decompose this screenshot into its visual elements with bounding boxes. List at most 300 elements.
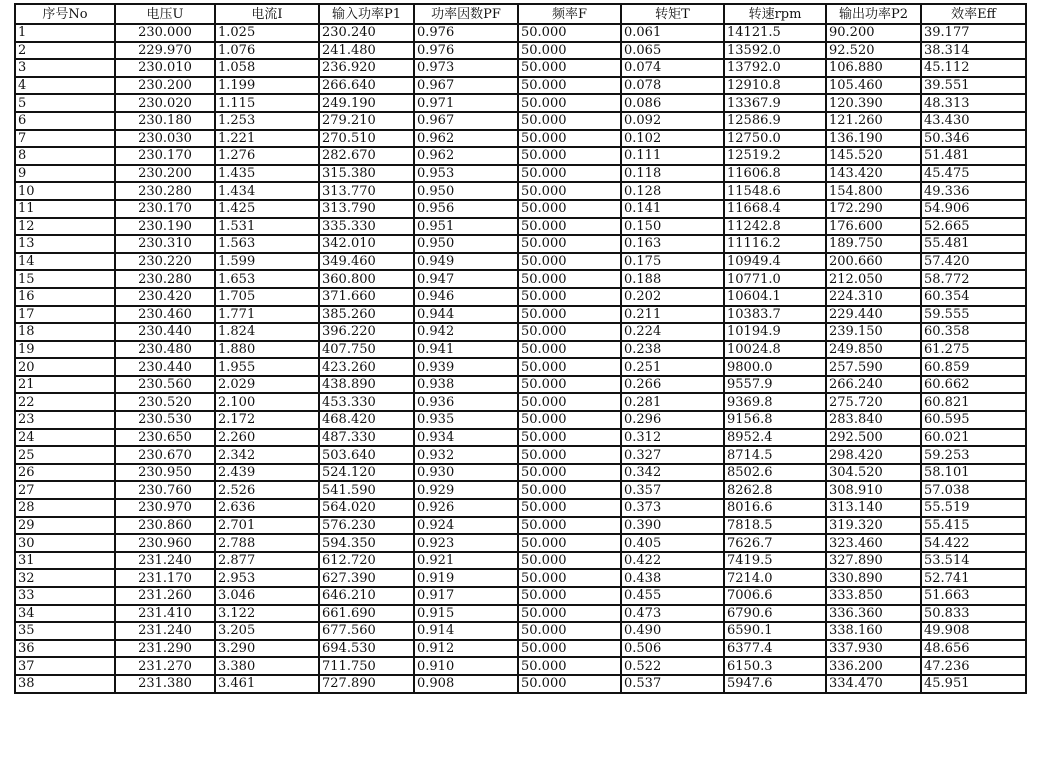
cell-frequency: 50.000	[518, 323, 621, 341]
cell-efficiency: 45.112	[921, 59, 1026, 77]
cell-no: 3	[15, 59, 115, 77]
cell-output-power: 275.720	[826, 393, 921, 411]
cell-no: 1	[15, 24, 115, 42]
cell-current: 1.199	[215, 77, 319, 95]
cell-input-power: 407.750	[319, 341, 414, 359]
cell-efficiency: 58.101	[921, 464, 1026, 482]
cell-no: 14	[15, 253, 115, 271]
cell-speed: 10949.4	[724, 253, 826, 271]
cell-speed: 10771.0	[724, 270, 826, 288]
cell-power-factor: 0.932	[414, 446, 518, 464]
table-row	[15, 323, 1026, 341]
cell-current: 1.705	[215, 288, 319, 306]
cell-voltage: 229.970	[115, 42, 215, 60]
cell-current: 1.955	[215, 358, 319, 376]
cell-no: 38	[15, 675, 115, 693]
cell-speed: 10383.7	[724, 306, 826, 324]
cell-output-power: 90.200	[826, 24, 921, 42]
cell-power-factor: 0.930	[414, 464, 518, 482]
cell-efficiency: 39.177	[921, 24, 1026, 42]
header-speed: 转速rpm	[724, 4, 826, 24]
table-row	[15, 376, 1026, 394]
cell-efficiency: 49.336	[921, 182, 1026, 200]
cell-output-power: 136.190	[826, 130, 921, 148]
cell-power-factor: 0.921	[414, 552, 518, 570]
cell-current: 1.880	[215, 341, 319, 359]
cell-frequency: 50.000	[518, 481, 621, 499]
cell-output-power: 336.360	[826, 605, 921, 623]
cell-power-factor: 0.951	[414, 218, 518, 236]
cell-power-factor: 0.929	[414, 481, 518, 499]
cell-voltage: 230.170	[115, 147, 215, 165]
cell-efficiency: 38.314	[921, 42, 1026, 60]
cell-output-power: 121.260	[826, 112, 921, 130]
cell-speed: 10604.1	[724, 288, 826, 306]
cell-no: 26	[15, 464, 115, 482]
cell-current: 1.434	[215, 182, 319, 200]
cell-current: 2.877	[215, 552, 319, 570]
cell-frequency: 50.000	[518, 147, 621, 165]
cell-power-factor: 0.976	[414, 42, 518, 60]
table-row	[15, 59, 1026, 77]
cell-efficiency: 50.833	[921, 605, 1026, 623]
cell-voltage: 231.410	[115, 605, 215, 623]
cell-output-power: 333.850	[826, 587, 921, 605]
cell-speed: 6150.3	[724, 657, 826, 675]
cell-power-factor: 0.941	[414, 341, 518, 359]
table-row	[15, 605, 1026, 623]
cell-no: 19	[15, 341, 115, 359]
cell-current: 1.025	[215, 24, 319, 42]
cell-voltage: 230.760	[115, 481, 215, 499]
cell-voltage: 230.200	[115, 165, 215, 183]
cell-power-factor: 0.914	[414, 622, 518, 640]
cell-torque: 0.086	[621, 94, 724, 112]
cell-voltage: 230.950	[115, 464, 215, 482]
cell-output-power: 92.520	[826, 42, 921, 60]
cell-voltage: 231.270	[115, 657, 215, 675]
table-row	[15, 306, 1026, 324]
cell-output-power: 334.470	[826, 675, 921, 693]
cell-torque: 0.202	[621, 288, 724, 306]
table-row	[15, 77, 1026, 95]
cell-power-factor: 0.949	[414, 253, 518, 271]
cell-frequency: 50.000	[518, 182, 621, 200]
cell-frequency: 50.000	[518, 341, 621, 359]
cell-no: 24	[15, 429, 115, 447]
cell-torque: 0.074	[621, 59, 724, 77]
cell-efficiency: 39.551	[921, 77, 1026, 95]
cell-no: 17	[15, 306, 115, 324]
cell-input-power: 279.210	[319, 112, 414, 130]
cell-voltage: 230.650	[115, 429, 215, 447]
cell-torque: 0.455	[621, 587, 724, 605]
cell-no: 25	[15, 446, 115, 464]
cell-no: 30	[15, 534, 115, 552]
table-row	[15, 270, 1026, 288]
cell-output-power: 292.500	[826, 429, 921, 447]
cell-input-power: 453.330	[319, 393, 414, 411]
cell-no: 35	[15, 622, 115, 640]
cell-torque: 0.211	[621, 306, 724, 324]
cell-power-factor: 0.910	[414, 657, 518, 675]
cell-input-power: 594.350	[319, 534, 414, 552]
cell-current: 1.253	[215, 112, 319, 130]
cell-input-power: 270.510	[319, 130, 414, 148]
table-row	[15, 130, 1026, 148]
table-row	[15, 253, 1026, 271]
cell-speed: 11242.8	[724, 218, 826, 236]
cell-efficiency: 57.038	[921, 481, 1026, 499]
cell-speed: 13592.0	[724, 42, 826, 60]
cell-speed: 7419.5	[724, 552, 826, 570]
cell-input-power: 438.890	[319, 376, 414, 394]
cell-speed: 13792.0	[724, 59, 826, 77]
cell-input-power: 423.260	[319, 358, 414, 376]
cell-current: 3.205	[215, 622, 319, 640]
cell-power-factor: 0.939	[414, 358, 518, 376]
cell-voltage: 231.240	[115, 622, 215, 640]
cell-current: 3.380	[215, 657, 319, 675]
cell-voltage: 230.440	[115, 358, 215, 376]
cell-input-power: 677.560	[319, 622, 414, 640]
cell-frequency: 50.000	[518, 24, 621, 42]
cell-power-factor: 0.915	[414, 605, 518, 623]
cell-frequency: 50.000	[518, 499, 621, 517]
cell-no: 8	[15, 147, 115, 165]
cell-efficiency: 51.663	[921, 587, 1026, 605]
cell-voltage: 230.480	[115, 341, 215, 359]
cell-voltage: 230.000	[115, 24, 215, 42]
cell-frequency: 50.000	[518, 200, 621, 218]
cell-voltage: 231.170	[115, 569, 215, 587]
cell-no: 11	[15, 200, 115, 218]
cell-torque: 0.357	[621, 481, 724, 499]
cell-output-power: 200.660	[826, 253, 921, 271]
cell-output-power: 338.160	[826, 622, 921, 640]
cell-efficiency: 47.236	[921, 657, 1026, 675]
table-row	[15, 622, 1026, 640]
cell-voltage: 230.030	[115, 130, 215, 148]
cell-current: 2.953	[215, 569, 319, 587]
cell-current: 3.046	[215, 587, 319, 605]
cell-no: 21	[15, 376, 115, 394]
cell-no: 12	[15, 218, 115, 236]
cell-input-power: 249.190	[319, 94, 414, 112]
cell-no: 10	[15, 182, 115, 200]
cell-efficiency: 60.662	[921, 376, 1026, 394]
header-no: 序号No	[15, 4, 115, 24]
cell-speed: 5947.6	[724, 675, 826, 693]
cell-no: 28	[15, 499, 115, 517]
cell-torque: 0.312	[621, 429, 724, 447]
cell-torque: 0.373	[621, 499, 724, 517]
cell-no: 18	[15, 323, 115, 341]
table-header-row	[15, 4, 1026, 24]
cell-speed: 6590.1	[724, 622, 826, 640]
header-input-power: 输入功率P1	[319, 4, 414, 24]
cell-power-factor: 0.926	[414, 499, 518, 517]
table-row	[15, 112, 1026, 130]
cell-power-factor: 0.938	[414, 376, 518, 394]
cell-input-power: 349.460	[319, 253, 414, 271]
table-row	[15, 393, 1026, 411]
cell-power-factor: 0.973	[414, 59, 518, 77]
cell-input-power: 503.640	[319, 446, 414, 464]
header-voltage: 电压U	[115, 4, 215, 24]
cell-output-power: 143.420	[826, 165, 921, 183]
cell-torque: 0.224	[621, 323, 724, 341]
cell-efficiency: 59.253	[921, 446, 1026, 464]
cell-current: 1.058	[215, 59, 319, 77]
cell-current: 3.122	[215, 605, 319, 623]
cell-power-factor: 0.947	[414, 270, 518, 288]
cell-speed: 6790.6	[724, 605, 826, 623]
cell-no: 32	[15, 569, 115, 587]
cell-efficiency: 50.346	[921, 130, 1026, 148]
cell-power-factor: 0.950	[414, 235, 518, 253]
motor-test-document	[14, 3, 1025, 694]
cell-voltage: 230.560	[115, 376, 215, 394]
cell-torque: 0.342	[621, 464, 724, 482]
cell-output-power: 239.150	[826, 323, 921, 341]
cell-frequency: 50.000	[518, 165, 621, 183]
cell-frequency: 50.000	[518, 42, 621, 60]
header-current: 电流I	[215, 4, 319, 24]
cell-no: 9	[15, 165, 115, 183]
cell-power-factor: 0.953	[414, 165, 518, 183]
cell-current: 1.115	[215, 94, 319, 112]
cell-torque: 0.422	[621, 552, 724, 570]
cell-power-factor: 0.935	[414, 411, 518, 429]
cell-input-power: 612.720	[319, 552, 414, 570]
cell-efficiency: 45.951	[921, 675, 1026, 693]
cell-speed: 9800.0	[724, 358, 826, 376]
cell-frequency: 50.000	[518, 393, 621, 411]
cell-voltage: 230.180	[115, 112, 215, 130]
cell-input-power: 627.390	[319, 569, 414, 587]
cell-voltage: 230.670	[115, 446, 215, 464]
cell-speed: 8952.4	[724, 429, 826, 447]
cell-input-power: 646.210	[319, 587, 414, 605]
cell-torque: 0.238	[621, 341, 724, 359]
cell-voltage: 230.010	[115, 59, 215, 77]
table-row	[15, 24, 1026, 42]
cell-frequency: 50.000	[518, 411, 621, 429]
table-body	[15, 24, 1026, 693]
cell-no: 29	[15, 517, 115, 535]
cell-input-power: 313.790	[319, 200, 414, 218]
cell-voltage: 230.420	[115, 288, 215, 306]
cell-current: 1.076	[215, 42, 319, 60]
table-row	[15, 165, 1026, 183]
cell-power-factor: 0.956	[414, 200, 518, 218]
cell-input-power: 727.890	[319, 675, 414, 693]
cell-torque: 0.163	[621, 235, 724, 253]
cell-input-power: 524.120	[319, 464, 414, 482]
table-row	[15, 552, 1026, 570]
cell-voltage: 230.170	[115, 200, 215, 218]
table-row	[15, 517, 1026, 535]
cell-efficiency: 51.481	[921, 147, 1026, 165]
cell-current: 1.599	[215, 253, 319, 271]
cell-speed: 8016.6	[724, 499, 826, 517]
cell-output-power: 336.200	[826, 657, 921, 675]
cell-current: 2.526	[215, 481, 319, 499]
cell-input-power: 335.330	[319, 218, 414, 236]
header-torque: 转矩T	[621, 4, 724, 24]
cell-frequency: 50.000	[518, 288, 621, 306]
cell-efficiency: 60.354	[921, 288, 1026, 306]
cell-current: 2.260	[215, 429, 319, 447]
cell-current: 2.439	[215, 464, 319, 482]
cell-voltage: 230.440	[115, 323, 215, 341]
cell-torque: 0.522	[621, 657, 724, 675]
cell-output-power: 298.420	[826, 446, 921, 464]
cell-frequency: 50.000	[518, 270, 621, 288]
cell-power-factor: 0.919	[414, 569, 518, 587]
cell-power-factor: 0.934	[414, 429, 518, 447]
cell-input-power: 313.770	[319, 182, 414, 200]
cell-current: 1.425	[215, 200, 319, 218]
cell-input-power: 385.260	[319, 306, 414, 324]
cell-current: 2.029	[215, 376, 319, 394]
cell-output-power: 266.240	[826, 376, 921, 394]
cell-frequency: 50.000	[518, 376, 621, 394]
cell-torque: 0.405	[621, 534, 724, 552]
cell-frequency: 50.000	[518, 446, 621, 464]
cell-power-factor: 0.936	[414, 393, 518, 411]
cell-power-factor: 0.923	[414, 534, 518, 552]
cell-frequency: 50.000	[518, 94, 621, 112]
cell-current: 2.788	[215, 534, 319, 552]
cell-speed: 10194.9	[724, 323, 826, 341]
cell-current: 1.824	[215, 323, 319, 341]
cell-output-power: 313.140	[826, 499, 921, 517]
cell-speed: 9557.9	[724, 376, 826, 394]
cell-frequency: 50.000	[518, 675, 621, 693]
cell-speed: 11548.6	[724, 182, 826, 200]
cell-output-power: 308.910	[826, 481, 921, 499]
cell-input-power: 487.330	[319, 429, 414, 447]
cell-efficiency: 60.821	[921, 393, 1026, 411]
cell-torque: 0.188	[621, 270, 724, 288]
cell-torque: 0.281	[621, 393, 724, 411]
cell-speed: 11606.8	[724, 165, 826, 183]
table-row	[15, 182, 1026, 200]
cell-no: 15	[15, 270, 115, 288]
cell-frequency: 50.000	[518, 534, 621, 552]
cell-voltage: 231.380	[115, 675, 215, 693]
cell-torque: 0.438	[621, 569, 724, 587]
cell-voltage: 230.960	[115, 534, 215, 552]
cell-efficiency: 59.555	[921, 306, 1026, 324]
cell-efficiency: 61.275	[921, 341, 1026, 359]
table-row	[15, 464, 1026, 482]
cell-no: 6	[15, 112, 115, 130]
cell-voltage: 231.260	[115, 587, 215, 605]
cell-voltage: 230.020	[115, 94, 215, 112]
cell-power-factor: 0.967	[414, 112, 518, 130]
cell-no: 37	[15, 657, 115, 675]
cell-current: 1.276	[215, 147, 319, 165]
cell-efficiency: 49.908	[921, 622, 1026, 640]
cell-power-factor: 0.944	[414, 306, 518, 324]
cell-torque: 0.065	[621, 42, 724, 60]
cell-efficiency: 43.430	[921, 112, 1026, 130]
cell-speed: 8502.6	[724, 464, 826, 482]
cell-current: 2.342	[215, 446, 319, 464]
cell-torque: 0.150	[621, 218, 724, 236]
cell-output-power: 257.590	[826, 358, 921, 376]
cell-efficiency: 54.422	[921, 534, 1026, 552]
cell-output-power: 105.460	[826, 77, 921, 95]
cell-torque: 0.078	[621, 77, 724, 95]
cell-speed: 13367.9	[724, 94, 826, 112]
table-row	[15, 675, 1026, 693]
table-row	[15, 569, 1026, 587]
cell-no: 5	[15, 94, 115, 112]
cell-efficiency: 60.021	[921, 429, 1026, 447]
cell-speed: 12750.0	[724, 130, 826, 148]
cell-output-power: 189.750	[826, 235, 921, 253]
cell-current: 3.461	[215, 675, 319, 693]
cell-speed: 11668.4	[724, 200, 826, 218]
cell-frequency: 50.000	[518, 605, 621, 623]
cell-output-power: 330.890	[826, 569, 921, 587]
cell-input-power: 236.920	[319, 59, 414, 77]
table-row	[15, 235, 1026, 253]
cell-torque: 0.266	[621, 376, 724, 394]
cell-frequency: 50.000	[518, 306, 621, 324]
table-row	[15, 429, 1026, 447]
cell-voltage: 230.860	[115, 517, 215, 535]
cell-frequency: 50.000	[518, 657, 621, 675]
table-row	[15, 341, 1026, 359]
cell-efficiency: 48.656	[921, 640, 1026, 658]
cell-current: 3.290	[215, 640, 319, 658]
cell-speed: 9156.8	[724, 411, 826, 429]
table-row	[15, 640, 1026, 658]
cell-speed: 12586.9	[724, 112, 826, 130]
cell-frequency: 50.000	[518, 253, 621, 271]
cell-torque: 0.390	[621, 517, 724, 535]
cell-efficiency: 52.741	[921, 569, 1026, 587]
cell-voltage: 230.220	[115, 253, 215, 271]
cell-frequency: 50.000	[518, 517, 621, 535]
cell-frequency: 50.000	[518, 358, 621, 376]
cell-no: 23	[15, 411, 115, 429]
cell-voltage: 231.240	[115, 552, 215, 570]
cell-power-factor: 0.962	[414, 147, 518, 165]
cell-frequency: 50.000	[518, 218, 621, 236]
cell-speed: 7006.6	[724, 587, 826, 605]
cell-output-power: 323.460	[826, 534, 921, 552]
cell-output-power: 229.440	[826, 306, 921, 324]
header-efficiency: 效率Eff	[921, 4, 1026, 24]
cell-input-power: 266.640	[319, 77, 414, 95]
cell-voltage: 230.970	[115, 499, 215, 517]
cell-output-power: 154.800	[826, 182, 921, 200]
cell-frequency: 50.000	[518, 429, 621, 447]
table-row	[15, 411, 1026, 429]
cell-power-factor: 0.962	[414, 130, 518, 148]
cell-frequency: 50.000	[518, 235, 621, 253]
table-row	[15, 358, 1026, 376]
cell-frequency: 50.000	[518, 569, 621, 587]
cell-current: 2.100	[215, 393, 319, 411]
cell-torque: 0.296	[621, 411, 724, 429]
